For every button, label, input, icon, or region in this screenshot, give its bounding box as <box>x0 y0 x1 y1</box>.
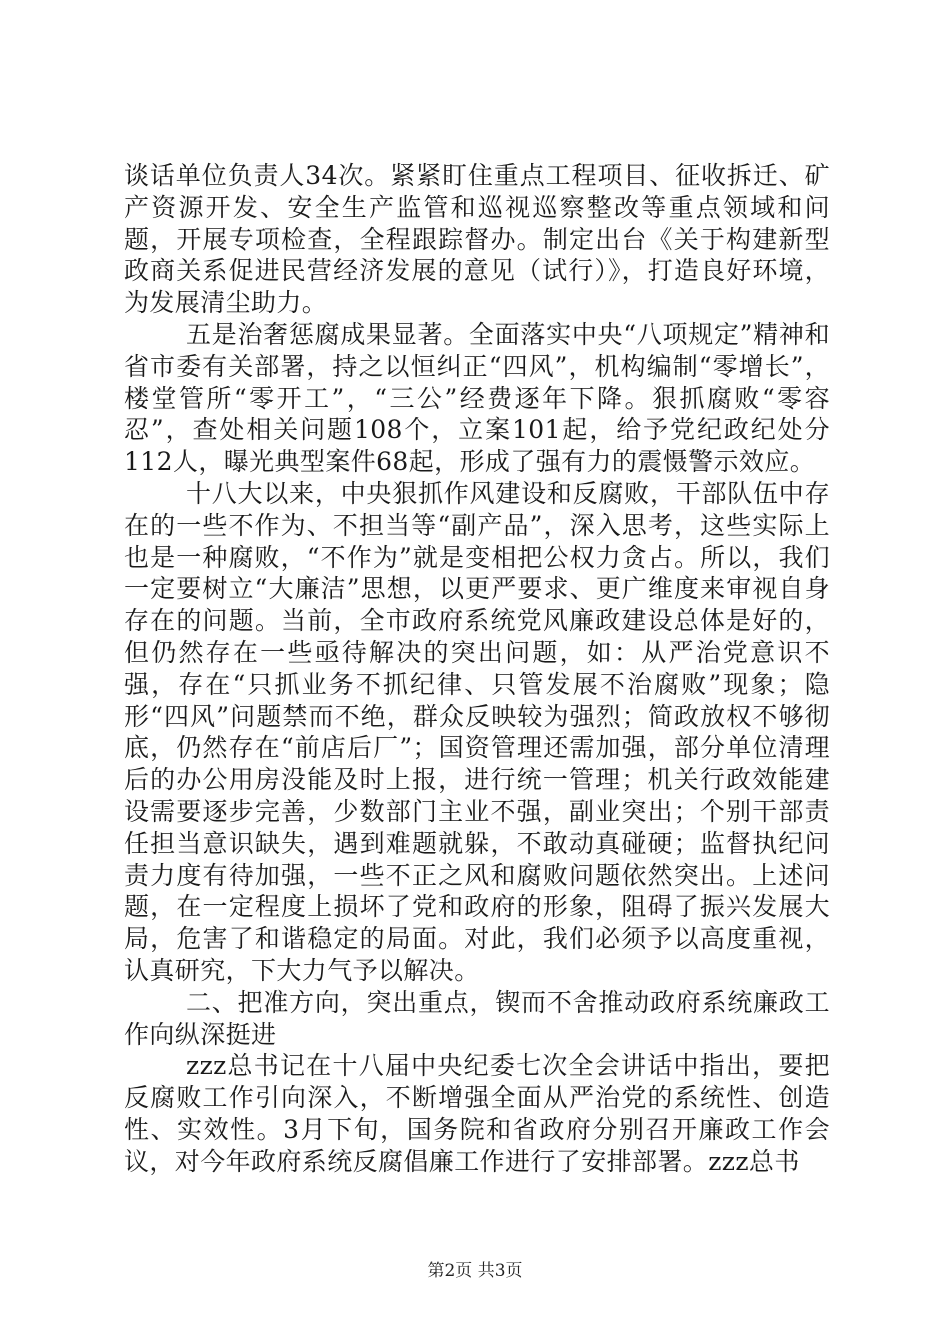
paragraph-section-two-intro: zzz总书记在十八届中央纪委七次全会讲话中指出，要把反腐败工作引向深入，不断增强全面从严治党的系统性、创造性、实效性。3月下旬，国务院和省政府分别召开廉政工作会议，对今年政府系统反腐倡廉工作进行了安排部署。zzz总书 <box>124 1051 830 1176</box>
page-footer: 第2页 共3页 <box>427 1261 523 1281</box>
section-heading-two: 二、把准方向，突出重点，锲而不舍推动政府系统廉政工作向纵深挺进 <box>124 987 830 1049</box>
paragraph-continuation: 谈话单位负责人34次。紧紧盯住重点工程项目、征收拆迁、矿产资源开发、安全生产监管和巡视巡察整改等重点领域和问题，开展专项检查，全程跟踪督办。制定出台《关于构建新型政商关系促进民营经济发展的意见（试行）》，打造良好环境，为发展清尘助力。 <box>124 161 830 318</box>
paragraph-point-five: 五是治奢惩腐成果显著。全面落实中央“八项规定”精神和省市委有关部署，持之以恒纠正“四风”，机构编制“零增长”，楼堂管所“零开工”，“三公”经费逐年下降。狠抓腐败“零容忍”，查处相关问题108个，立案101起，给予党纪政纪处分112人，曝光典型案件68起，形成了强有力的震慑警示效应。 <box>124 319 830 477</box>
document-body <box>124 160 830 1178</box>
paragraph-problems: 十八大以来，中央狠抓作风建设和反腐败，干部队伍中存在的一些不作为、不担当等“副产品”，深入思考，这些实际上也是一种腐败，“不作为”就是变相把公权力贪占。所以，我们一定要树立“大廉洁”思想，以更严要求、更广维度来审视自身存在的问题。当前，全市政府系统党风廉政建设总体是好的，但仍然存在一些亟待解决的突出问题，如：从严治党意识不强，存在“只抓业务不抓纪律、只管发展不治腐败”现象；隐形“四风”问题禁而不绝，群众反映较为强烈；简政放权不够彻底，仍然存在“前店后厂”；国资管理还需加强，部分单位清理后的办公用房没能及时上报，进行统一管理；机关行政效能建设需要逐步完善，少数部门主业不强，副业突出；个别干部责任担当意识缺失，遇到难题就躲，不敢动真碰硬；监督执纪问责力度有待加强，一些不正之风和腐败问题依然突出。上述问题，在一定程度上损坏了党和政府的形象，阻碍了振兴发展大局，危害了和谐稳定的局面。对此，我们必须予以高度重视，认真研究，下大力气予以解决。 <box>124 478 830 985</box>
